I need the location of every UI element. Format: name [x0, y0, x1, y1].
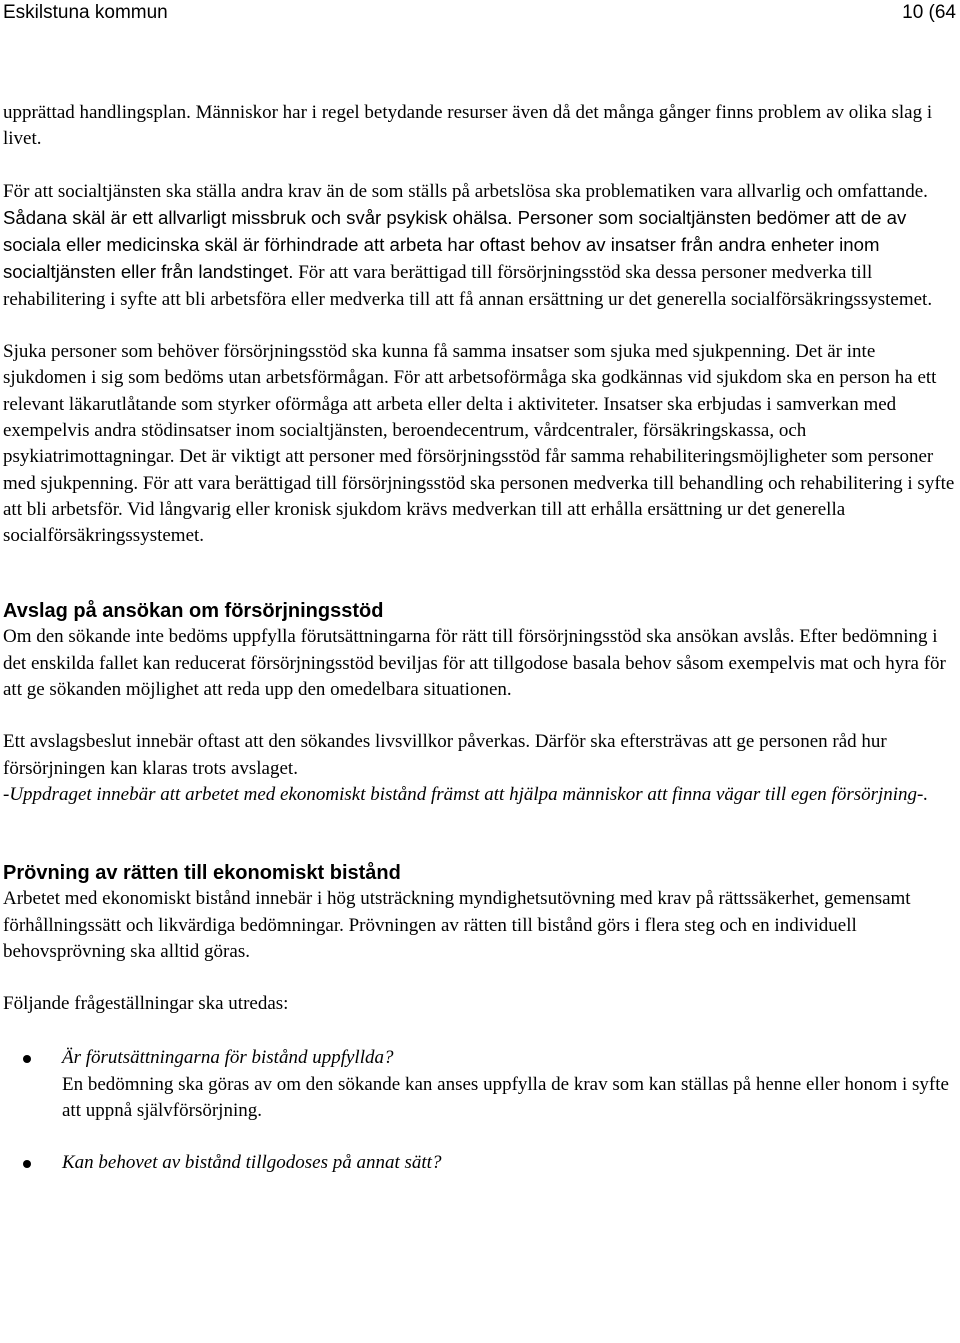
paragraph-text-sans: Sådana skäl är ett allvarligt missbruk och svår psykisk ohälsa. Personer som socialtjänsten bedömer att de av sociala eller medicinska skäl är förhindrade att arbeta har oftast behov av insatser från andra enheter inom socialtjänsten eller från landstinget.: [3, 206, 907, 283]
question-text: Är förutsättningarna för bistånd uppfyllda?: [62, 1047, 394, 1069]
page-number: 10 (64: [902, 2, 956, 23]
question-description: En bedömning ska göras av om den sökande kan anses uppfylla de krav som kan ställas på henne eller honom i syfte att uppnå självförsörjning.: [62, 1073, 949, 1122]
paragraph: Ett avslagsbeslut innebär oftast att den sökandes livsvillkor påverkas. Därför ska eftersträvas att ge personen råd hur försörjningen kan klaras trots avslaget.: [3, 731, 887, 779]
italic-quote: -Uppdraget innebär att arbetet med ekonomiskt bistånd främst att hjälpa människor att finna vägar till egen försörjning-.: [3, 783, 929, 805]
list-item: [3, 1045, 955, 1124]
question-list: [3, 1045, 955, 1176]
document-body: [3, 100, 955, 1177]
page-header: [0, 0, 960, 26]
paragraph: Om den sökande inte bedöms uppfylla förutsättningarna för rätt till försörjningsstöd ska ansökan avslås. Efter bedömning i det enskilda fallet kan reducerat försörjningsstöd beviljas för att tillgodose basala behov såsom exempelvis mat och hyra för att ge sökanden möjlighet att reda upp den omedelbara situationen.: [3, 626, 946, 701]
bullet-icon: [23, 1160, 31, 1168]
list-item: [3, 1150, 955, 1176]
paragraph-text: För att socialtjänsten ska ställa andra krav än de som ställs på arbetslösa ska problematiken vara allvarlig och omfattande.: [3, 180, 928, 202]
paragraph: upprättad handlingsplan. Människor har i regel betydande resurser även då det många gånger finns problem av olika slag i livet.: [3, 102, 933, 150]
section-heading: Prövning av rätten till ekonomiskt bistånd: [3, 862, 401, 885]
paragraph-text: För att vara berättigad till försörjningsstöd ska dessa personer medverka till rehabilitering i syfte att bli arbetsföra eller medverka till att få annan ersättning ur det generella socialförsäkringssystemet.: [3, 262, 933, 310]
bullet-icon: [23, 1055, 31, 1063]
section-heading: Avslag på ansökan om försörjningsstöd: [3, 600, 384, 623]
question-text: Kan behovet av bistånd tillgodoses på annat sätt?: [62, 1152, 442, 1174]
paragraph: Sjuka personer som behöver försörjningsstöd ska kunna få samma insatser som sjuka med sjukpenning. Det är inte sjukdomen i sig som bedöms utan arbetsförmågan. För att arbetsoförmåga ska godkännas vid sjukdom ska en person ha ett relevant läkarutlåtande som styrker oförmåga att arbeta eller delta i aktiviteter. Insatser ska erbjudas i samverkan med exempelvis andra stödinsatser inom socialtjänsten, beroendecentrum, vårdcentraler, försäkringskassa, och psykiatrimottagningar. Det är viktigt att personer med försörjningsstöd får samma rehabiliteringsmöjligheter som personer med sjukpenning. För att vara berättigad till försörjningsstöd ska personen medverka till behandling och rehabilitering i syfte att bli arbetsför. Vid långvarig eller kronisk sjukdom krävs medverkan till att erhålla ersättning ur det generella socialförsäkringssystemet.: [3, 341, 955, 547]
organization-name: Eskilstuna kommun: [3, 2, 168, 23]
paragraph: Arbetet med ekonomiskt bistånd innebär i hög utsträckning myndighetsutövning med krav på rättssäkerhet, gemensamt förhållningssätt och likvärdiga bedömningar. Prövningen av rätten till bistånd görs i flera steg och en individuell behovsprövning ska alltid göras.: [3, 888, 911, 962]
paragraph: [3, 179, 955, 313]
paragraph: Följande frågeställningar ska utredas:: [3, 993, 289, 1015]
